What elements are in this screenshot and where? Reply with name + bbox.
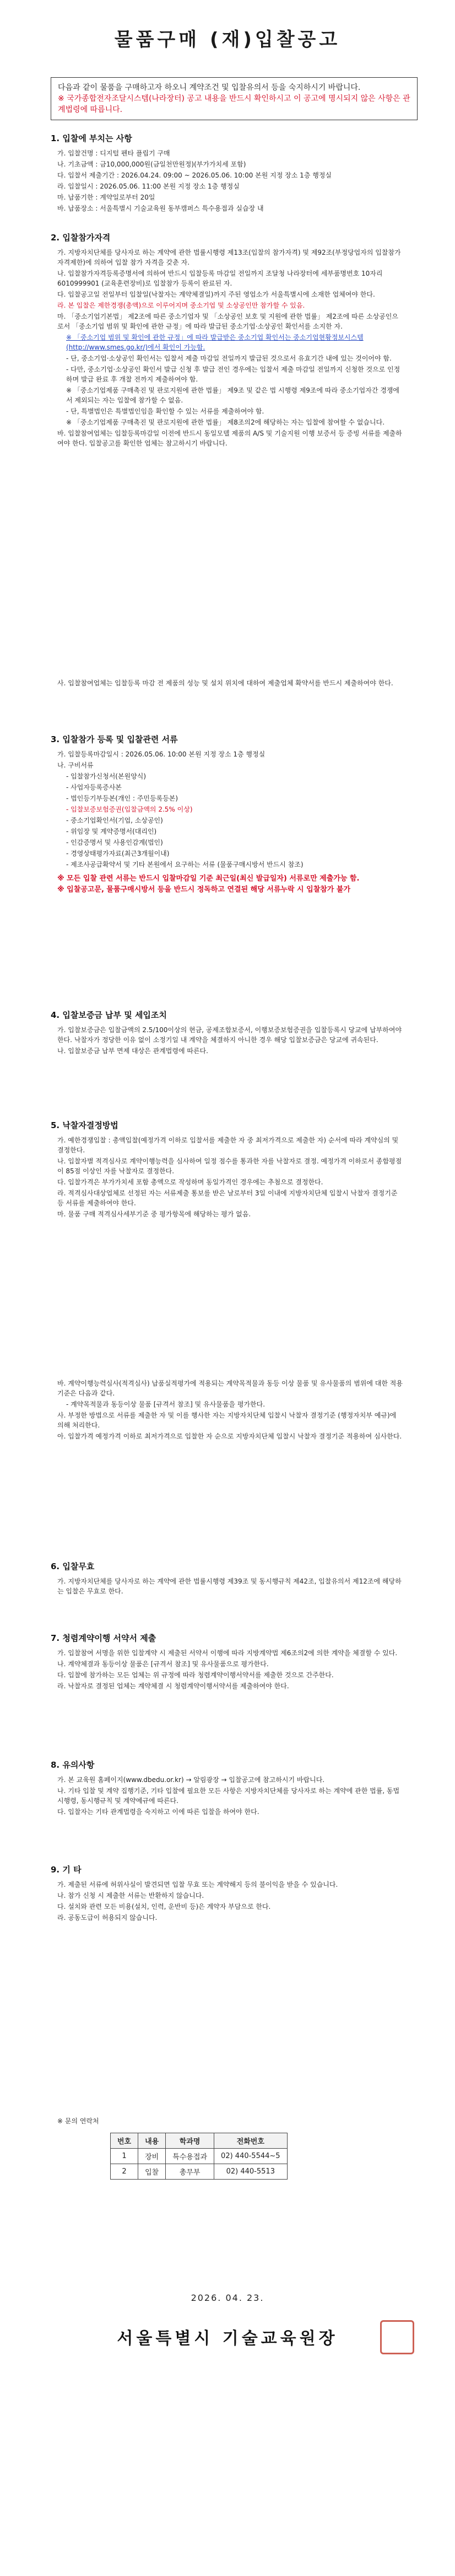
section-7-title: 7. 청렴계약이행 서약서 제출	[51, 1633, 156, 1643]
section-9-item: 나. 참가 신청 시 제출한 서류는 반환하지 않습니다.	[57, 1892, 204, 1899]
section-4-item: 가. 입찰보증금은 입찰금액의 2.5/100이상의 현금, 공제조합보증서, 이행보증보험증권을 입찰등록시 당교에 납부하여야 한다. 낙찰자가 정당한 이유 없이 소정기일 내 계약을 체결하지 아니한 경우 해당 입찰보증금은 당교에 귀속된다.	[57, 1026, 402, 1044]
section-5-item: 나. 입찰자별 적격심사로 계약이행능력을 심사하여 일정 점수를 통과한 자를 낙찰자로 결정. 예정가격 이하로서 종합평점이 85점 이상인 자를 낙찰자로 결정한다.	[57, 1157, 402, 1175]
table-cell: 장비	[138, 2149, 166, 2164]
section-3-doc: - 법인등기부등본(개인 : 주민등록등본)	[66, 795, 178, 802]
notice-box	[51, 77, 418, 120]
table-cell: 1	[111, 2149, 138, 2164]
table-cell: 02) 440-5544~5	[214, 2149, 288, 2164]
issuing-organization: 서울특별시 기술교육원장	[117, 2329, 338, 2348]
section-3-doc: - 인감증명서 및 사용인감계(법인)	[66, 839, 163, 846]
section-1-item: 바. 납품장소 : 서울특별시 기술교육원 동부캠퍼스 특수용접과 실습장 내	[57, 205, 264, 212]
section-5-item: 다. 입찰가격은 부가가치세 포함 총액으로 작성하며 동일가격인 경우에는 추첨으로 결정한다.	[57, 1178, 323, 1186]
section-2	[51, 232, 403, 449]
section-7	[51, 1632, 403, 1692]
section-7-item: 가. 입찰참여 서명을 위한 입찰계약 시 제출된 서약서 이행에 따라 지방계약법 제6조의2에 의한 계약을 체결할 수 있다.	[57, 1649, 398, 1657]
issue-date: 2026. 04. 23.	[191, 2293, 264, 2303]
section-3-doc: - 위임장 및 계약증명서(대리인)	[66, 828, 157, 835]
section-5	[51, 1119, 403, 1220]
section-3-title: 3. 입찰참가 등록 및 입찰관련 서류	[51, 734, 178, 744]
section-4-item: 나. 입찰보증금 납부 면제 대상은 관계법령에 따른다.	[57, 1047, 208, 1055]
section-7-item: 라. 낙찰자로 결정된 업체는 계약체결 시 청렴계약이행서약서를 제출하여야 한다.	[57, 1682, 289, 1690]
section-2-item: - 단, 특별법인은 특별법인임을 확인할 수 있는 서류를 제출하여야 함.	[66, 407, 264, 415]
section-5-extra-item: 바. 계약이행능력심사(적격심사) 납품실적평가에 적용되는 계약목적물과 동등 이상 물품 및 유사물품의 범위에 대한 적용기준은 다음과 같다.	[57, 1380, 403, 1397]
section-2-item: 가. 지방자치단체를 당사자로 하는 계약에 관한 법률시행령 제13조(입찰의 참가자격) 및 제92조(부정당업자의 입찰참가 자격제한)에 의하여 입찰 참가 자격을 갖춘 자.	[57, 249, 401, 266]
contact-label-text: ※ 문의 연락처	[57, 2117, 99, 2125]
section-8-item: 가. 본 교육원 홈페이지(www.dbedu.or.kr) → 알림광장 → 입찰공고에 참고하시기 바랍니다.	[57, 1776, 325, 1784]
section-5-extra-item: 아. 입찰가격 예정가격 이하로 최저가격으로 입찰한 자 순으로 지방자치단체 입찰시 낙찰자 결정기준 적용하여 심사한다.	[57, 1432, 402, 1440]
section-2-title: 2. 입찰참가자격	[51, 233, 111, 243]
section-2-item: ※ 「중소기업제품 구매촉진 및 판로지원에 관한 법률」 제9조 및 같은 법 시행령 제9조에 따라 중소기업자간 경쟁에서 제외되는 자는 입찰에 참가할 수 없음.	[66, 387, 400, 404]
section-2-item: ※ 「중소기업제품 구매촉진 및 판로지원에 관한 법률」 제8조의2에 해당하는 자는 입찰에 참여할 수 없습니다.	[66, 418, 385, 426]
section-2-item: 다. 입찰공고일 전일부터 입찰일(낙찰자는 계약체결일)까지 주된 영업소가 서울특별시에 소재한 업체여야 한다.	[57, 291, 375, 298]
section-1-item: 다. 입찰서 제출기간 : 2026.04.24. 09:00 ~ 2026.05.06. 10:00 본원 지정 장소 1층 행정실	[57, 171, 332, 179]
section-5-extra-item: 사. 부정한 방법으로 서류를 제출한 자 및 이를 행사한 자는 지방자치단체 입찰시 낙찰자 결정기준 (행정자치부 예규)에 의해 처리한다.	[57, 1412, 397, 1429]
section-3-item: 나. 구비서류	[57, 761, 94, 769]
section-9-item: 가. 제출된 서류에 허위사실이 발견되면 입찰 무효 또는 계약해지 등의 불이익을 받을 수 있습니다.	[57, 1881, 338, 1888]
section-9-item: 라. 공동도급이 허용되지 않습니다.	[57, 1914, 158, 1922]
contact-header-cell: 전화번호	[214, 2133, 288, 2149]
section-8-item: 나. 기타 입찰 및 계약 집행기준, 기타 입찰에 필요한 모든 사항은 지방자치단체를 당사자로 하는 계약에 관한 법률, 동법시행령, 동시행규칙 및 계약예규에 따른다.	[57, 1787, 400, 1805]
section-4	[51, 1009, 403, 1057]
section-3-item: 가. 입찰등록마감일시 : 2026.05.06. 10:00 본원 지정 장소 1층 행정실	[57, 750, 266, 758]
section-2-item: 바. 입찰참여업체는 입찰등록마감일 이전에 반드시 동일모델 제품의 A/S 및 기술지원 이행 보증서 등 증빙 서류를 제출하여야 한다. 입찰공고를 확인한 업체는 참고하시기 바랍니다.	[57, 430, 402, 447]
section-8	[51, 1759, 403, 1818]
section-1	[51, 132, 403, 214]
section-3-doc: - 사업자등록증사본	[66, 783, 122, 791]
section-4-title: 4. 입찰보증금 납부 및 세입조치	[51, 1010, 167, 1020]
table-cell: 02) 440-5513	[214, 2164, 288, 2180]
section-1-item: 나. 기초금액 : 금10,000,000원(금일천만원정)(부가가치세 포함)	[57, 160, 246, 168]
section-1-item: 가. 입찰건명 : 디지털 펜타 플립기 구매	[57, 149, 170, 157]
page-title: 물품구매 (재)입찰공고	[114, 29, 341, 51]
section-2-item: - 다만, 중소기업·소상공인 확인서 발급 신청 후 발급 전인 경우에는 입찰서 제출 마감일 전일까지 신청한 것으로 인정하며 발급 완료 후 개찰 전까지 제출하여야 함.	[66, 366, 400, 383]
contact-header-cell: 내용	[138, 2133, 166, 2149]
section-9-title: 9. 기 타	[51, 1865, 82, 1875]
section-6-title: 6. 입찰무효	[51, 1561, 95, 1571]
section-6-item: 가. 지방자치단체를 당사자로 하는 계약에 관한 법률시행령 제39조 및 동시행규칙 제42조, 입찰유의서 제12조에 해당하는 입찰은 무효로 한다.	[57, 1577, 402, 1595]
section-5-title: 5. 낙찰자결정방법	[51, 1120, 118, 1130]
contact-header-cell: 학과명	[166, 2133, 214, 2149]
section-1-title: 1. 입찰에 부치는 사항	[51, 133, 132, 143]
section-2-note-text: 사. 입찰참여업체는 입찰등록 마감 전 제품의 성능 및 설치 위치에 대하여 제출업체 확약서를 반드시 제출하여야 한다.	[57, 679, 393, 687]
section-5-extra	[51, 1378, 403, 1442]
table-row	[111, 2164, 288, 2180]
table-cell: 총무부	[166, 2164, 214, 2180]
section-3-doc: - 입찰보증보험증권(입찰금액의 2.5% 이상)	[66, 806, 193, 813]
section-2-item: - 단, 중소기업·소상공인 확인서는 입찰서 제출 마감일 전일까지 발급된 것으로서 유효기간 내에 있는 것이어야 함.	[66, 355, 392, 362]
section-5-extra-item: - 계약목적물과 동등이상 물품 [규격서 참조] 및 유사물품을 평가한다.	[66, 1400, 266, 1408]
section-2-note	[51, 678, 403, 689]
section-7-item: 다. 입찰에 참가하는 모든 업체는 위 규정에 따라 청렴계약이행서약서를 제출한 것으로 간주한다.	[57, 1671, 334, 1679]
section-1-item: 마. 납품기한 : 계약일로부터 20일	[57, 194, 155, 201]
contact-table-header	[111, 2133, 288, 2149]
section-2-item: 나. 입찰참가자격등록증명서에 의하여 반드시 입찰등록 마감일 전일까지 조달청 나라장터에 세부품명번호 10자리 6010999901 (교육훈련장비)로 입찰참가 등록이 완료된 자.	[57, 270, 383, 287]
section-3-doc: - 제조사공급확약서 및 기타 본원에서 요구하는 서류 (물품구매시방서 반드시 참조)	[66, 861, 304, 868]
table-cell: 특수용접과	[166, 2149, 214, 2164]
section-5-item: 가. 예한경쟁입찰 : 총액입찰(예정가격 이하로 입찰서를 제출한 자 중 최저가격으로 제출한 자) 순서에 따라 계약심의 및 결정한다.	[57, 1136, 399, 1154]
section-3-doc: - 중소기업확인서(기업, 소상공인)	[66, 817, 163, 824]
section-3-doc: - 입찰참가신청서(본원양식)	[66, 772, 147, 780]
section-3-doc: - 경영상태평가자료(최근3개월이내)	[66, 850, 170, 857]
section-9-item: 다. 설치와 관련 모든 비용(설치, 인력, 운반비 등)은 계약자 부담으로 한다.	[57, 1903, 271, 1910]
section-7-item: 나. 계약체결과 동등이상 물품은 [규격서 참조] 및 유사물품으로 평가한다.	[57, 1660, 269, 1668]
contact-label	[51, 2116, 403, 2127]
section-5-item: 마. 물품 구매 적격심사세부기준 중 평가항목에 해당하는 평가 없음.	[57, 1210, 251, 1218]
table-cell: 2	[111, 2164, 138, 2180]
section-2-item: 마. 「중소기업기본법」 제2조에 따른 중소기업자 및 「소상공인 보호 및 지원에 관한 법률」 제2조에 따른 소상공인으로서 「중소기업 범위 및 확인에 관한 규정」에 따라 발급된 중소기업·소상공인 확인서를 소지한 자.	[57, 313, 398, 330]
section-5-item: 라. 적격심사대상업체로 선정된 자는 서류제출 통보를 받은 날로부터 3일 이내에 지방자치단체 입찰시 낙찰자 결정기준 등 서류를 제출하여야 한다.	[57, 1189, 398, 1207]
section-6	[51, 1560, 403, 1597]
notice-line: 다음과 같이 물품을 구매하고자 하오니 계약조건 및 입찰유의서 등을 숙지하시기 바랍니다.	[58, 83, 361, 92]
section-8-title: 8. 유의사항	[51, 1760, 95, 1770]
table-row	[111, 2149, 288, 2164]
section-3	[51, 733, 403, 896]
official-seal-icon	[380, 2320, 414, 2354]
section-3-warning: ※ 모든 입찰 관련 서류는 반드시 입찰마감일 기준 최근일(최신 발급일자) 서류로만 제출가능 함.	[57, 874, 360, 883]
contact-table	[110, 2133, 288, 2180]
section-1-item: 라. 입찰일시 : 2026.05.06. 11:00 본원 지정 장소 1층 행정실	[57, 183, 240, 190]
notice-warning: ※ 국가종합전자조달시스템(나라장터) 공고 내용을 반드시 확인하시고 이 공고에 명시되지 않은 사항은 관계법령에 따릅니다.	[58, 94, 410, 114]
section-9	[51, 1864, 403, 1924]
section-3-warning: ※ 입찰공고문, 물품구매시방서 등을 반드시 정독하고 연결된 해당 서류누락 시 입찰참가 불가	[57, 886, 351, 894]
table-cell: 입찰	[138, 2164, 166, 2180]
section-2-item: 라. 본 입찰은 제한경쟁(총액)으로 이루어지며 중소기업 및 소상공인만 참가할 수 있음.	[57, 302, 305, 309]
section-8-item: 다. 입찰자는 기타 관계법령을 숙지하고 이에 따른 입찰을 하여야 한다.	[57, 1808, 259, 1816]
section-2-link[interactable]: ※ 「중소기업 범위 및 확인에 관한 규정」에 따라 발급받은 중소기업 확인서는 중소기업현황정보시스템(http://www.smes.go.kr/)에서 확인이 가능함.	[66, 334, 364, 351]
contact-header-cell: 번호	[111, 2133, 138, 2149]
